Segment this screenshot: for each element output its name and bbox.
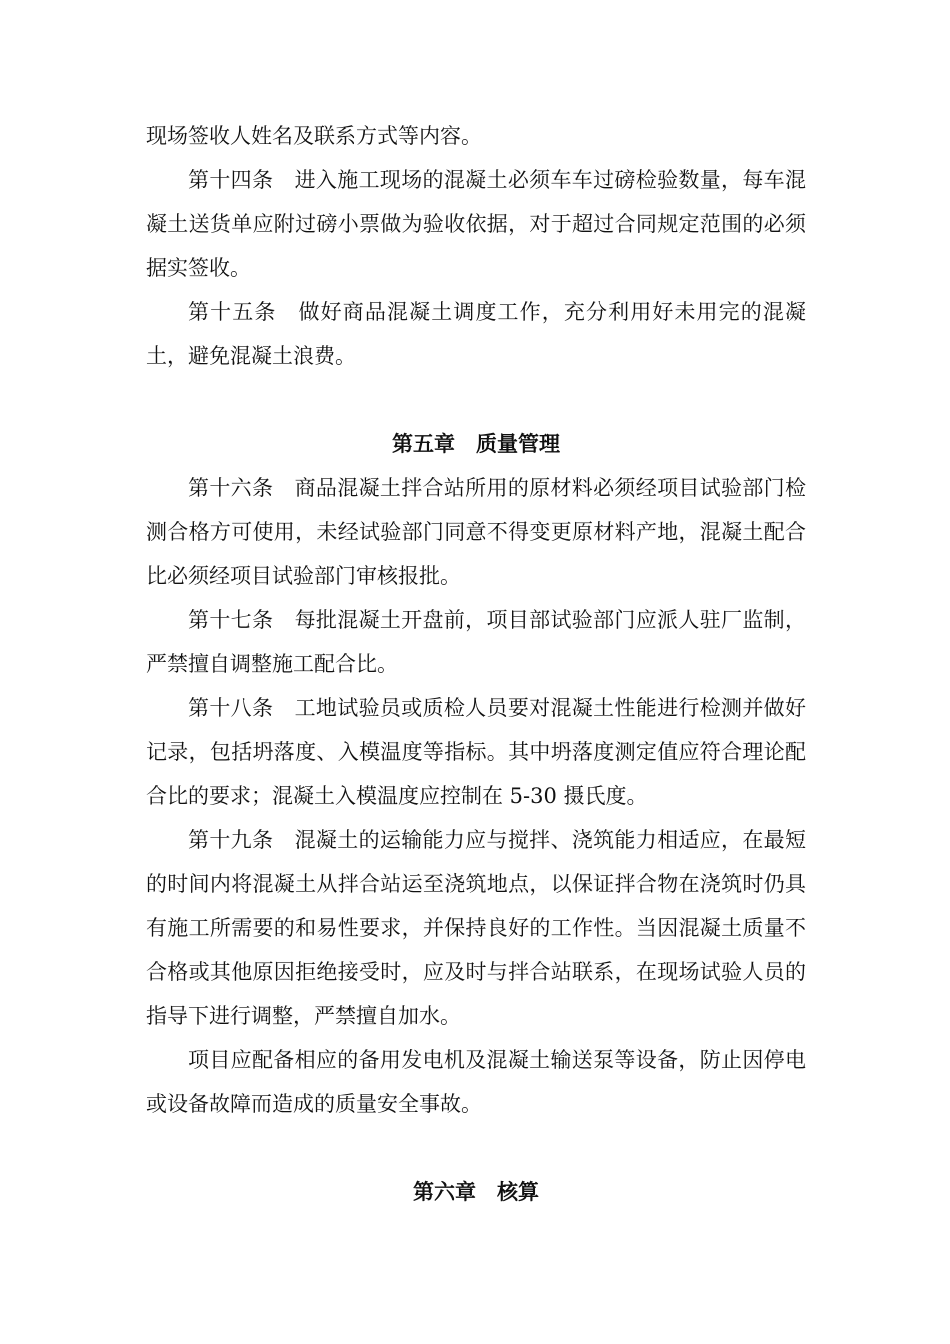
section-spacer — [146, 1126, 806, 1170]
paragraph-continuation: 现场签收人姓名及联系方式等内容。 — [146, 124, 482, 148]
article-18: 第十八条 工地试验员或质检人员要对混凝土性能进行检测并做好记录，包括坍落度、入模温度等指标。其中坍落度测定值应符合理论配合比的要求；混凝土入模温度应控制在 5-30 摄氏度。 — [146, 696, 806, 808]
article-19: 第十九条 混凝土的运输能力应与搅拌、浇筑能力相适应，在最短的时间内将混凝土从拌合站运至浇筑地点，以保证拌合物在浇筑时仍具有施工所需要的和易性要求，并保持良好的工作性。当因混凝土质量不合格或其他原因拒绝接受时，应及时与拌合站联系，在现场试验人员的指导下进行调整，严禁擅自加水。 — [146, 828, 806, 1028]
chapter-6-heading: 第六章 核算 — [413, 1179, 539, 1204]
document-body — [146, 114, 806, 1214]
article-16: 第十六条 商品混凝土拌合站所用的原材料必须经项目试验部门检测合格方可使用，未经试验部门同意不得变更原材料产地，混凝土配合比必须经项目试验部门审核报批。 — [146, 476, 806, 588]
article-17: 第十七条 每批混凝土开盘前，项目部试验部门应派人驻厂监制，严禁擅自调整施工配合比。 — [146, 608, 806, 676]
article-15: 第十五条 做好商品混凝土调度工作，充分利用好未用完的混凝土，避免混凝土浪费。 — [146, 300, 806, 368]
chapter-5-heading: 第五章 质量管理 — [392, 431, 560, 456]
article-19-continuation: 项目应配备相应的备用发电机及混凝土输送泵等设备，防止因停电或设备故障而造成的质量安全事故。 — [146, 1048, 806, 1116]
section-spacer — [146, 378, 806, 422]
article-14: 第十四条 进入施工现场的混凝土必须车车过磅检验数量，每车混凝土送货单应附过磅小票做为验收依据，对于超过合同规定范围的必须据实签收。 — [146, 168, 806, 280]
